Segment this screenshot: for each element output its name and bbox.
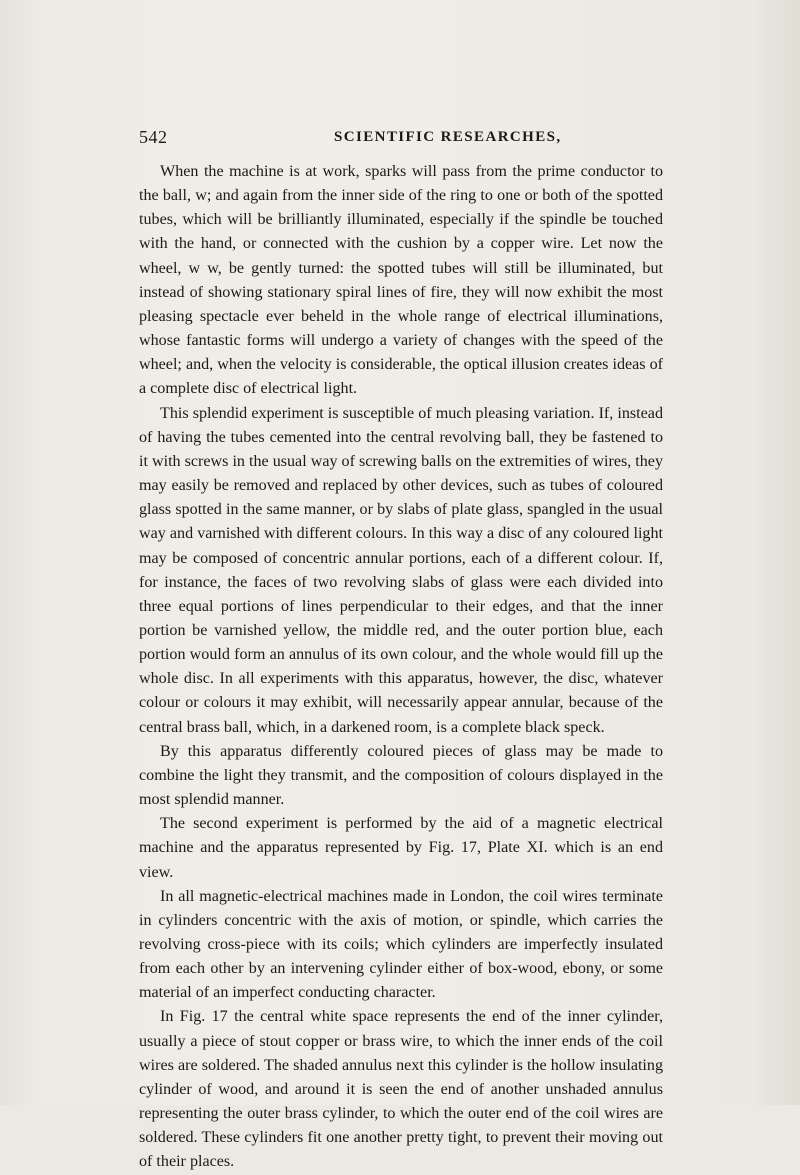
page-header xyxy=(139,127,659,153)
paragraph: In all magnetic-electrical machines made in London, the coil wires terminate in cylinders concentric with the axis of motion, or spindle, which carries the revolving cross-piece with its coils; which cylinders are imperfectly insulated from each other by an intervening cylinder either of box-wood, ebony, or some material of an imperfect conducting character. xyxy=(139,887,663,1002)
paragraph: This splendid experiment is susceptible of much pleasing variation. If, instead of having the tubes cemented into the central revolving ball, they be fastened to it with screws in the usual way of screwing balls on the extremities of wires, they may easily be removed and replaced by other devices, such as tubes of coloured glass spotted in the same manner, or by slabs of plate glass, spangled in the usual way and varnished with different colours. In this way a disc of any coloured light may be composed of concentric annular portions, each of a different colour. If, for instance, the faces of two revolving slabs of glass were each divided into three equal portions of lines perpendicular to their edges, and that the inner portion be varnished yellow, the middle red, and the outer portion blue, each portion would form an annulus of its own colour, and the whole would fill up the whole disc. In all experiments with this apparatus, however, the disc, whatever colour or colours it may exhibit, will necessarily appear annular, because of the central brass ball, which, in a darkened room, is a complete black speck. xyxy=(139,404,663,736)
paragraph: When the machine is at work, sparks will pass from the prime conductor to the ball, w; and again from the inner side of the ring to one or both of the spotted tubes, which will be brilliantly illuminated, especially if the spindle be touched with the hand, or connected with the cushion by a copper wire. Let now the wheel, w w, be gently turned: the spotted tubes will still be illuminated, but instead of showing stationary spiral lines of fire, they will now exhibit the most pleasing spectacle ever beheld in the whole range of electrical illuminations, whose fantastic forms will undergo a variety of changes with the speed of the wheel; and, when the velocity is considerable, the optical illusion creates ideas of a complete disc of electrical light. xyxy=(139,163,663,398)
body-text xyxy=(139,160,663,1175)
page-number: 542 xyxy=(139,127,168,147)
paragraph: By this apparatus differently coloured pieces of glass may be made to combine the light they transmit, and the composition of colours displayed in the most splendid manner. xyxy=(139,742,663,809)
running-head: SCIENTIFIC RESEARCHES, xyxy=(334,129,562,145)
paragraph: In Fig. 17 the central white space represents the end of the inner cylinder, usually a piece of stout copper or brass wire, to which the inner ends of the coil wires are soldered. The shaded annulus next this cylinder is the hollow insulating cylinder of wood, and around it is seen the end of another unshaded annulus representing the outer brass cylinder, to which the outer end of the coil wires are soldered. These cylinders fit one another pretty tight, to prevent their moving out of their places. xyxy=(139,1008,663,1171)
paragraph: The second experiment is performed by the aid of a magnetic electrical machine and the apparatus represented by Fig. 17, Plate XI. which is an end view. xyxy=(139,815,663,881)
